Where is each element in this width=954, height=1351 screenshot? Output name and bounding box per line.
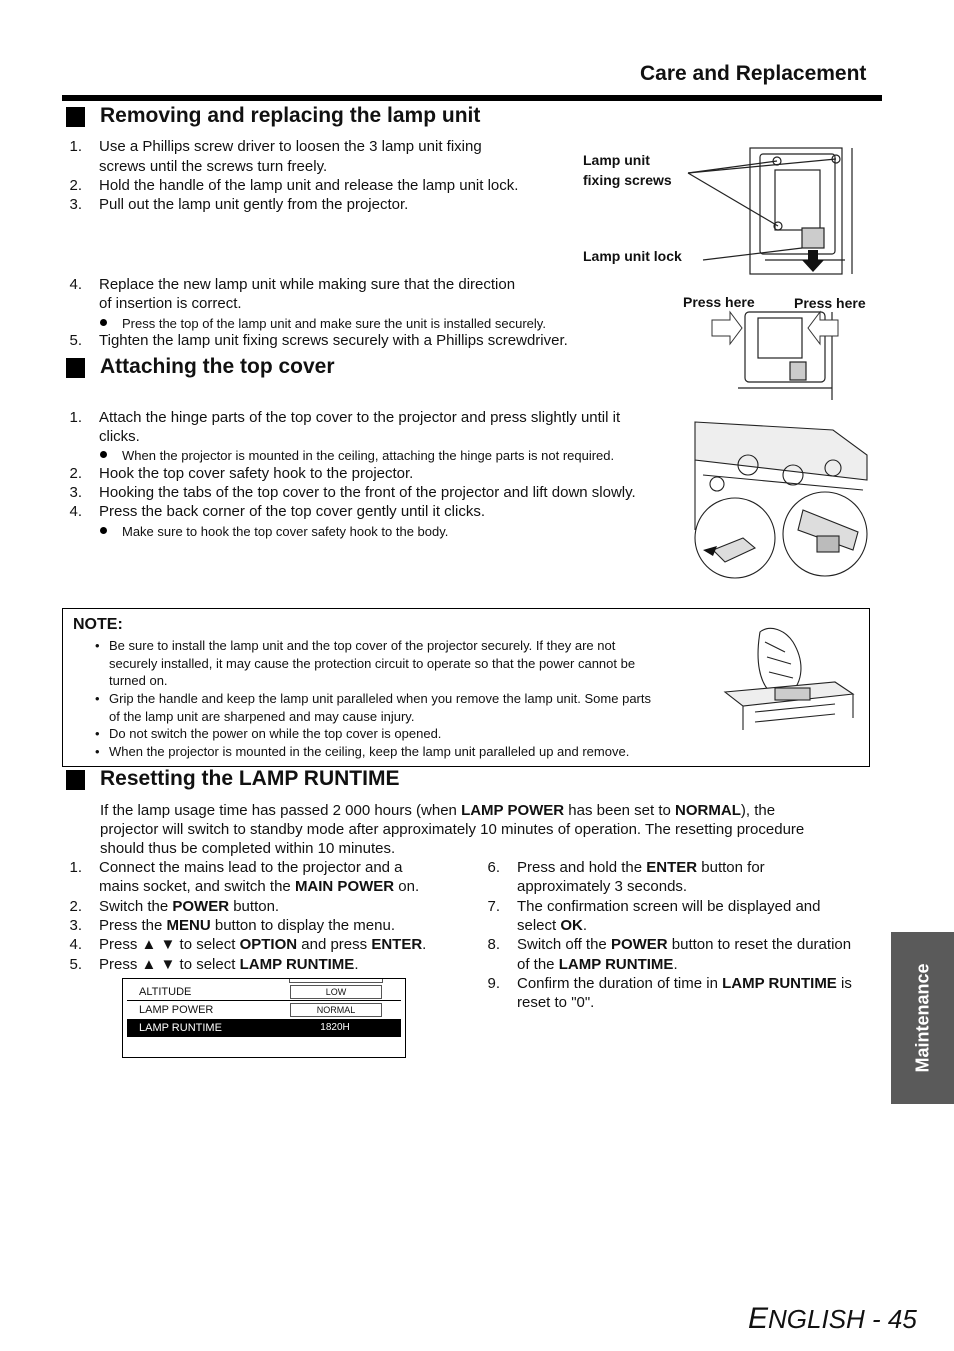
- text: Press ▲ ▼ to select: [99, 936, 240, 953]
- step-number: 1.: [69, 859, 82, 876]
- menu-row-altitude[interactable]: [127, 984, 401, 1001]
- hand-lamp-illustration: [715, 622, 855, 740]
- intro-line-1: [100, 801, 804, 820]
- term: MAIN POWER: [294, 878, 395, 895]
- section-marker: [66, 770, 85, 790]
- note-text: securely installed, it may cause the protection circuit to operate so that the power cannot be: [109, 656, 636, 671]
- step-text: clicks.: [99, 428, 140, 445]
- intro-line-3: should thus be completed within 10 minutes.: [100, 840, 396, 857]
- text: Switch the: [99, 898, 173, 915]
- step-number: 2.: [69, 177, 82, 194]
- reset-intro: [100, 801, 804, 858]
- text: select: [517, 917, 561, 934]
- note-text: turned on.: [109, 673, 168, 688]
- term: MENU: [166, 917, 211, 934]
- note-bullet: •: [95, 638, 100, 653]
- label-fixing-screws: fixing screws: [583, 172, 672, 188]
- text: Press ▲ ▼ to select: [99, 956, 240, 973]
- step-number: 6.: [487, 859, 500, 876]
- step-number: 2.: [69, 465, 82, 482]
- step-text: Hooking the tabs of the top cover to the front of the projector and lift down slowly.: [99, 484, 636, 501]
- step-number: 7.: [487, 898, 500, 915]
- step-number: 5.: [69, 956, 82, 973]
- step-text: screws until the screws turn freely.: [99, 158, 328, 175]
- text: button.: [229, 898, 280, 915]
- page-section-title: Care and Replacement: [640, 62, 867, 85]
- step-text: Tighten the lamp unit fixing screws securely with a Phillips screwdriver.: [99, 332, 568, 349]
- section-marker: [66, 107, 85, 127]
- menu-label: LAMP RUNTIME: [139, 1022, 222, 1034]
- note-text: Grip the handle and keep the lamp unit paralleled when you remove the lamp unit. Some parts: [109, 691, 651, 706]
- text: reset to "0".: [517, 994, 595, 1011]
- footer-initial: E: [748, 1302, 769, 1335]
- text: button to reset the duration: [667, 936, 852, 953]
- section-title-removing: Removing and replacing the lamp unit: [100, 104, 481, 127]
- term: POWER: [172, 898, 230, 915]
- intro-line-2: projector will switch to standby mode after approximately 10 minutes of operation. The resetting procedure: [100, 821, 805, 838]
- text: approximately 3 seconds.: [517, 878, 688, 895]
- page-footer: [748, 1302, 917, 1336]
- menu-row-lamp-power[interactable]: [127, 1002, 401, 1018]
- term: OK: [560, 917, 583, 934]
- step-text: Hold the handle of the lamp unit and release the lamp unit lock.: [99, 177, 519, 194]
- step-number: 2.: [69, 898, 82, 915]
- press-here-illustration: [710, 310, 840, 404]
- note-text: of the lamp unit are sharpened and may cause injury.: [109, 709, 415, 724]
- top-cover-illustration: [693, 420, 869, 580]
- step-text: Replace the new lamp unit while making sure that the direction: [99, 276, 516, 293]
- menu-value: NORMAL: [290, 1003, 382, 1017]
- bullet-dot: [100, 319, 107, 326]
- text: Press and hold the: [517, 859, 647, 876]
- note-bullet: •: [95, 691, 100, 706]
- step-number: 5.: [69, 332, 82, 349]
- option-menu: [122, 978, 406, 1058]
- note-title: NOTE:: [73, 616, 123, 633]
- side-tab-maintenance[interactable]: [891, 932, 954, 1104]
- menu-value: 1820H: [320, 1022, 350, 1033]
- term: NORMAL: [675, 802, 741, 819]
- step-text: of insertion is correct.: [99, 295, 242, 312]
- step-number: 3.: [69, 917, 82, 934]
- text: .: [422, 936, 427, 953]
- step-text: Pull out the lamp unit gently from the projector.: [99, 196, 409, 213]
- step-number: 9.: [487, 975, 500, 992]
- note-text: Be sure to install the lamp unit and the top cover of the projector securely. If they are not: [109, 638, 616, 653]
- lamp-unit-illustration: [680, 140, 860, 280]
- section-title-resetting: Resetting the LAMP RUNTIME: [100, 767, 400, 790]
- term: LAMP RUNTIME: [722, 975, 837, 992]
- term: LAMP POWER: [461, 802, 565, 819]
- section-title-attaching: Attaching the top cover: [100, 355, 335, 378]
- footer-text: NGLISH - 45: [768, 1304, 917, 1334]
- text: mains socket, and switch the: [99, 878, 295, 895]
- note-text: When the projector is mounted in the ceiling, keep the lamp unit paralleled up and remove.: [109, 744, 630, 759]
- section-marker: [66, 358, 85, 378]
- note-bullet: •: [95, 744, 100, 759]
- text: of the: [517, 956, 559, 973]
- text: Switch off the: [517, 936, 611, 953]
- note-text: Do not switch the power on while the top cover is opened.: [109, 726, 442, 741]
- step-number: 8.: [487, 936, 500, 953]
- term: POWER: [610, 936, 668, 953]
- term: ENTER: [371, 936, 423, 953]
- term: LAMP RUNTIME: [239, 956, 355, 973]
- bullet-text: Press the top of the lamp unit and make sure the unit is installed securely.: [122, 316, 546, 331]
- menu-value: LOW: [290, 985, 382, 999]
- bullet-dot: [100, 527, 107, 534]
- step-number: 3.: [69, 484, 82, 501]
- text: .: [673, 956, 678, 973]
- menu-label: LAMP POWER: [139, 1004, 214, 1016]
- text: .: [582, 917, 588, 934]
- menu-cut-field: [289, 979, 383, 983]
- label-lamp-unit-lock: Lamp unit lock: [583, 248, 682, 264]
- step-number: 1.: [69, 409, 82, 426]
- text: on.: [394, 878, 420, 895]
- bullet-text: When the projector is mounted in the ceiling, attaching the hinge parts is not required.: [122, 448, 615, 463]
- text: button to display the menu.: [210, 917, 395, 934]
- step-text: Connect the mains lead to the projector and a: [99, 859, 403, 876]
- step-number: 4.: [69, 503, 82, 520]
- term: LAMP RUNTIME: [558, 956, 674, 973]
- text: If the lamp usage time has passed 2 000 hours (when: [100, 802, 462, 819]
- term: ENTER: [646, 859, 698, 876]
- label-press-here-left: Press here: [683, 294, 755, 310]
- side-tab-label: Maintenance: [912, 963, 932, 1073]
- header-rule: [62, 95, 882, 101]
- step-text: Press the back corner of the top cover gently until it clicks.: [99, 503, 486, 520]
- step-number: 4.: [69, 936, 82, 953]
- menu-row-lamp-runtime[interactable]: [127, 1019, 401, 1037]
- label-press-here-right: Press here: [794, 295, 866, 311]
- step-number: 3.: [69, 196, 82, 213]
- text: and press: [297, 936, 372, 953]
- text: Press the: [99, 917, 167, 934]
- step-text: Attach the hinge parts of the top cover to the projector and press slightly until it: [99, 409, 621, 426]
- text: The confirmation screen will be displayed and: [517, 898, 821, 915]
- step-number: 1.: [69, 138, 82, 155]
- text: is: [836, 975, 852, 992]
- text: ), the: [740, 802, 776, 819]
- label-lamp-unit: Lamp unit: [583, 152, 650, 168]
- text: has been set to: [564, 802, 676, 819]
- menu-label: ALTITUDE: [139, 986, 192, 998]
- text: button for: [697, 859, 765, 876]
- note-bullet: •: [95, 726, 100, 741]
- step-text: Hook the top cover safety hook to the projector.: [99, 465, 414, 482]
- term: OPTION: [239, 936, 298, 953]
- bullet-dot: [100, 451, 107, 458]
- step-text: Use a Phillips screw driver to loosen the 3 lamp unit fixing: [99, 138, 482, 155]
- step-number: 4.: [69, 276, 82, 293]
- text: Confirm the duration of time in: [517, 975, 723, 992]
- bullet-text: Make sure to hook the top cover safety hook to the body.: [122, 524, 449, 539]
- text: .: [354, 956, 359, 973]
